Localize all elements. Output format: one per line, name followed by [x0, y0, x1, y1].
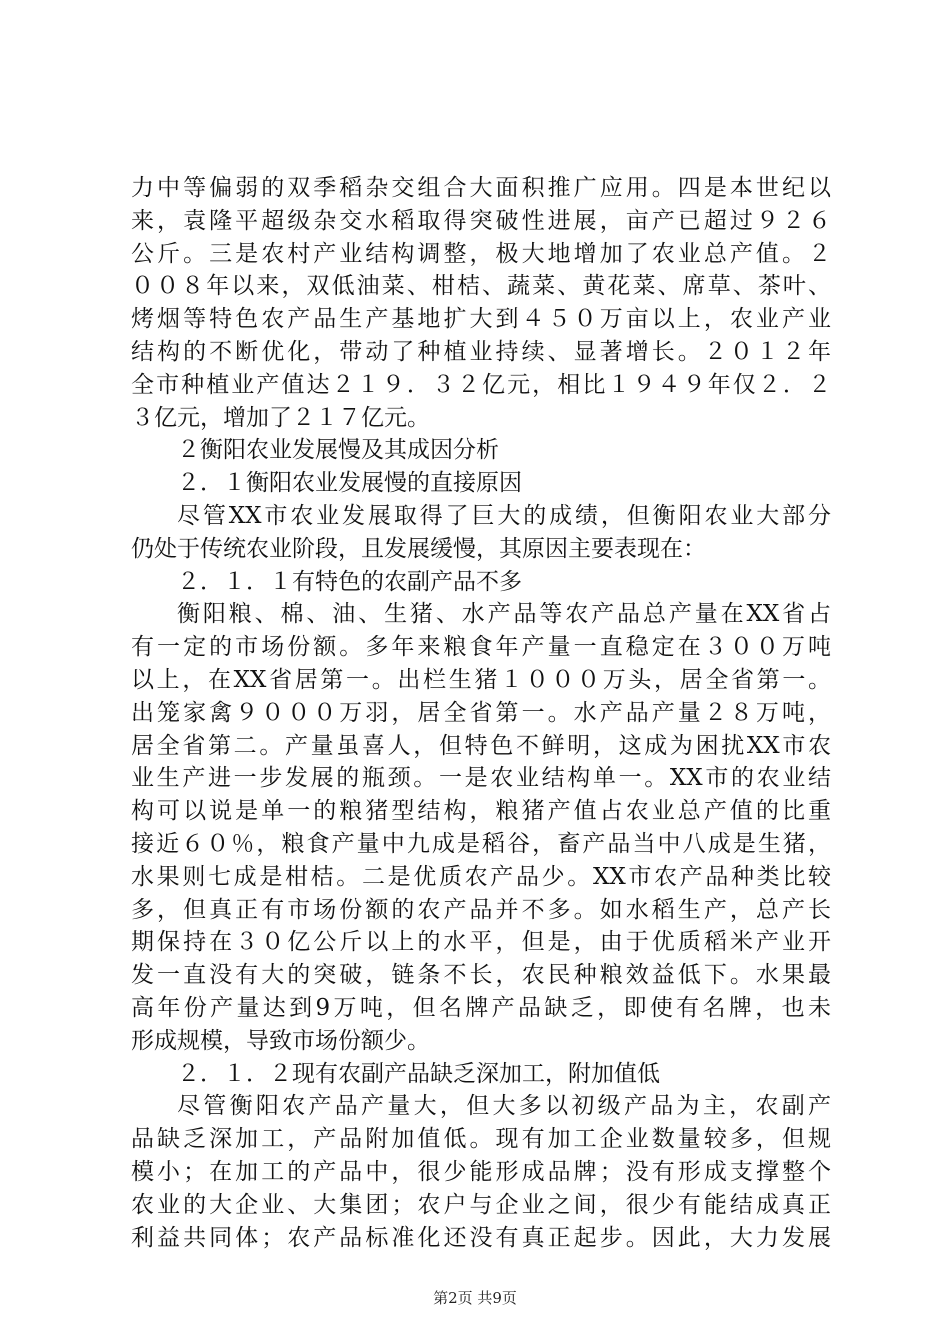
body-text	[131, 172, 831, 1254]
page-footer: 第2页 共9页	[433, 1289, 517, 1307]
section-heading: ２．１衡阳农业发展慢的直接原因	[177, 470, 522, 497]
text-line: 农业的大企业、大集团；农户与企业之间，很少有能结成真正	[131, 1191, 831, 1218]
text-line: ００８年以来，双低油菜、柑桔、蔬菜、黄花菜、席草、茶叶、	[131, 273, 831, 300]
text-line: 多，但真正有市场份额的农产品并不多。如水稻生产，总产长	[131, 896, 831, 923]
text-line: 高年份产量达到9万吨，但名牌产品缺乏，即使有名牌，也未	[131, 994, 831, 1021]
section-heading: ２．１．１有特色的农副产品不多	[177, 568, 522, 595]
text-line: 出笼家禽９０００万羽，居全省第一。水产品产量２８万吨，	[131, 699, 831, 726]
text-line: 尽管衡阳农产品产量大，但大多以初级产品为主，农副产	[177, 1093, 831, 1120]
text-line: 全市种植业产值达２１９．３２亿元，相比１９４９年仅２．２	[131, 371, 831, 398]
text-line: 水果则七成是柑桔。二是优质农产品少。XX市农产品种类比较	[131, 863, 831, 890]
section-heading: ２．１．２现有农副产品缺乏深加工，附加值低	[177, 1060, 660, 1087]
text-line: 烤烟等特色农产品生产基地扩大到４５０万亩以上，农业产业	[131, 306, 831, 333]
text-line: 尽管XX市农业发展取得了巨大的成绩，但衡阳农业大部分	[177, 502, 831, 529]
text-line: 品缺乏深加工，产品附加值低。现有加工企业数量较多，但规	[131, 1126, 831, 1153]
text-line: 形成规模，导致市场份额少。	[131, 1027, 430, 1054]
text-line: 力中等偏弱的双季稻杂交组合大面积推广应用。四是本世纪以	[131, 175, 831, 201]
text-line: 业生产进一步发展的瓶颈。一是农业结构单一。XX市的农业结	[131, 765, 831, 792]
text-line: 有一定的市场份额。多年来粮食年产量一直稳定在３００万吨	[131, 634, 831, 661]
text-line: 利益共同体；农产品标准化还没有真正起步。因此，大力发展	[131, 1224, 831, 1251]
text-line: 公斤。三是农村产业结构调整，极大地增加了农业总产值。２	[131, 240, 831, 267]
text-line: 构可以说是单一的粮猪型结构，粮猪产值占农业总产值的比重	[131, 798, 831, 825]
text-line: 结构的不断优化，带动了种植业持续、显著增长。２０１２年	[131, 338, 831, 365]
text-line: 发一直没有大的突破，链条不长，农民种粮效益低下。水果最	[131, 962, 831, 989]
text-line: 模小；在加工的产品中，很少能形成品牌；没有形成支撑整个	[131, 1158, 831, 1185]
text-line: ３亿元，增加了２１７亿元。	[131, 404, 430, 431]
text-line: 仍处于传统农业阶段，且发展缓慢，其原因主要表现在：	[131, 535, 706, 562]
text-line: 接近６０％，粮食产量中九成是稻谷，畜产品当中八成是生猪，	[131, 830, 831, 857]
text-line: 期保持在３０亿公斤以上的水平，但是，由于优质稻米产业开	[131, 929, 831, 956]
text-line: 来，袁隆平超级杂交水稻取得突破性进展，亩产已超过９２６	[131, 207, 831, 234]
text-line: 居全省第二。产量虽喜人，但特色不鲜明，这成为困扰XX市农	[131, 732, 831, 759]
text-line: 以上，在XX省居第一。出栏生猪１０００万头，居全省第一。	[131, 666, 831, 693]
section-heading: ２衡阳农业发展慢及其成因分析	[177, 437, 499, 464]
text-line: 衡阳粮、棉、油、生猪、水产品等农产品总产量在XX省占	[177, 601, 831, 628]
